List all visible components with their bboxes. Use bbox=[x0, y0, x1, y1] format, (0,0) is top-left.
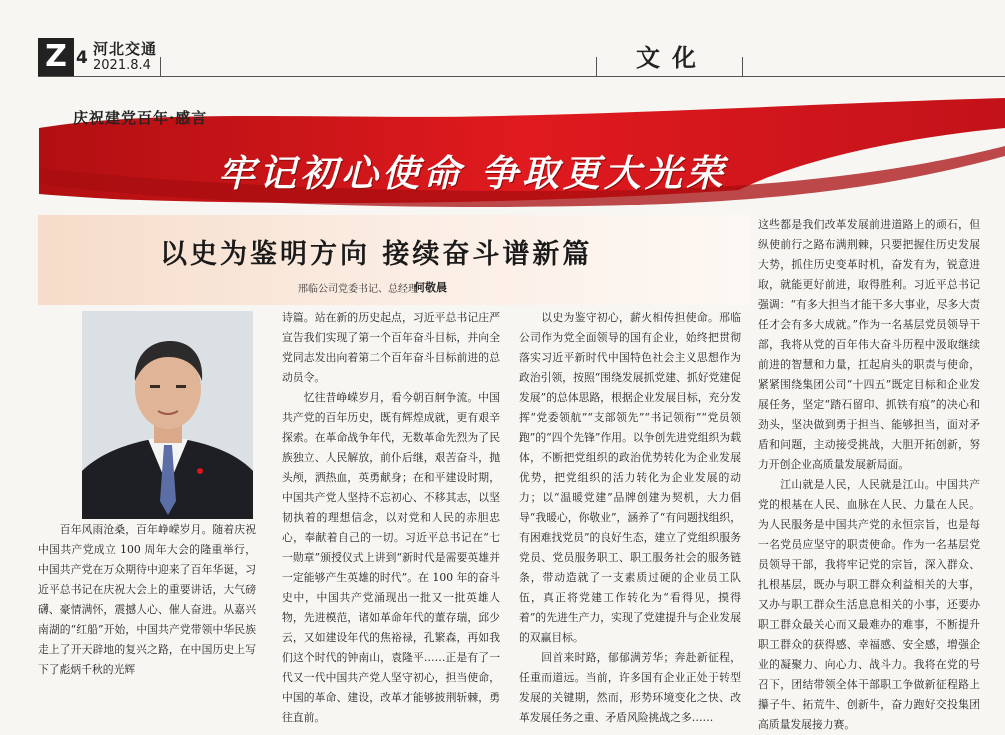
article-column-4: 这些都是我们改革发展前进道路上的顽石，但纵使前行之路布满荆棘，只要把握住历史发展大势，抓住历史变革时机，奋发有为，锐意进取，就能更好前进，取得胜利。习近平总书记强调：“有多大担当才能干多大事业，尽多大责任才会有多大成就。”作为一名基层党员领导干部，我将从党的百年伟大奋斗历程中汲取继续前进的智慧和力量，扛起肩头的职责与使命，紧紧围绕集团公司“十四五”既定目标和企业发展任务，坚定“踏石留印、抓铁有痕”的决心和劲头，坚决做到勇于担当、能够担当，面对矛盾和问题，主动接受挑战，大胆开拓创新，努力开创企业高质量发展新局面。 江山就是人民，人民就是江山。中国共产党的根基在人民、血脉在人民、力量在人民。为人民服务是中国共产党的永恒宗旨，也是每一名党员应坚守的职责使命。作为一名基层党员领导干部，我将牢记党的宗旨，深入群众、扎根基层，既办与职工群众利益相关的大事，又办与职工群众生活息息相关的小事，还要办职工群众最关心而又最难办的难事，不断提升职工群众的获得感、幸福感、安全感，增强企业的凝聚力、向心力、战斗力。我将在党的号召下，团结带领全体干部职工争做新征程路上攥子牛、拓荒牛、创新牛，奋力跑好交投集团高质量发展接力赛。 bbox=[758, 218, 980, 731]
author-portrait bbox=[82, 311, 253, 519]
article-column-2: 诗篇。站在新的历史起点，习近平总书记庄严宣告我们实现了第一个百年奋斗目标，并向全党同志发出向着第二个百年奋斗目标前进的总动员令。 忆往昔峥嵘岁月，看今朝百舸争流。中国共产党的百年历史，既有辉煌成就，更有艰辛探索。在革命战争年代，无数革命先烈为了民族独立、人民解放，前仆后继，艰苦奋斗，抛头颅，洒热血，英勇献身；在和平建设时期，中国共产党人坚持不忘初心、不移其志，以坚韧执着的理想信念，以对党和人民的赤胆忠心，奉献着自己的一切。习近平总书记在“七一勋章”颁授仪式上讲到“新时代是需要英雄并一定能够产生英雄的时代”。在 100 年的奋斗史中，中国共产党涌现出一批又一批英雄人物，先进模范，诸如革命年代的董存瑞，邱少云，又如建设年代的焦裕禄，孔繁森，再如我们这个时代的钟南山，袁隆平……正是有了一代又一代中国共产党人坚守初心，担当使命，中国的革命、建设，改革才能够披荆斩棘，勇往直前。 bbox=[282, 311, 500, 724]
masthead-divider bbox=[742, 57, 743, 76]
page-number: 4 bbox=[76, 48, 88, 68]
kicker-label: 庆祝建党百年·感言 bbox=[73, 109, 208, 127]
masthead-divider bbox=[596, 57, 597, 76]
article-column-1: 百年风雨沧桑，百年峥嵘岁月。随着庆祝中国共产党成立 100 周年大会的隆重举行，中国共产党在万众期待中迎来了百年华诞，习近平总书记在庆祝大会上的重要讲话，大气磅礴、豪情满怀，震撼人心、催人奋进。从嘉兴南湖的“红船”开始，中国共产党带领中华民族走上了开天辟地的复兴之路，在中国历史上写下了彪炳千秋的光辉 bbox=[38, 523, 256, 676]
issue-date: 2021.8.4 bbox=[93, 58, 151, 73]
headline: 以史为鉴明方向 接续奋斗谱新篇 bbox=[160, 239, 593, 270]
section-title: 文化 bbox=[636, 43, 708, 72]
byline-role: 邢临公司党委书记、总经理 bbox=[298, 284, 418, 295]
masthead-rule bbox=[38, 76, 1005, 77]
paper-name: 河北交通 bbox=[93, 40, 158, 58]
masthead-divider bbox=[160, 57, 161, 76]
banner-motto: 牢记初心使命 争取更大光荣 bbox=[218, 151, 727, 195]
page-letter: Z bbox=[38, 38, 74, 76]
article-column-3: 以史为鉴守初心，薪火相传担使命。邢临公司作为党全面领导的国有企业，始终把贯彻落实习近平新时代中国特色社会主义思想作为政治引领，按照“围绕发展抓党建、抓好党建促发展”的总体思路，根据企业发展目标，充分发挥“党委领航”“支部领先”“书记领衔”“党员领跑”的“四个先锋”作用。以争创先进党组织为载体，不断把党组织的政治优势转化为企业发展优势，把党组织的活力转化为企业发展的动力；以“温暖党建”品牌创建为契机，大力倡导“我暖心，你敬业”，涵养了“有问题找组织，有困难找党员”的良好生态，建立了党组织服务党员、党员服务职工、职工服务社会的服务链条，带动造就了一支素质过硬的企业员工队伍，真正将党建工作转化为“看得见，摸得着”的先进生产力，实现了党建提升与企业发展的双赢目标。 回首来时路，郁郁满芳华；奔赴新征程，任重而道远。当前，许多国有企业正处于转型发展的关键期，然而，形势环境变化之快、改革发展任务之重、矛盾风险挑战之多…… bbox=[519, 311, 741, 724]
byline-name: 何敬晨 bbox=[414, 281, 447, 294]
